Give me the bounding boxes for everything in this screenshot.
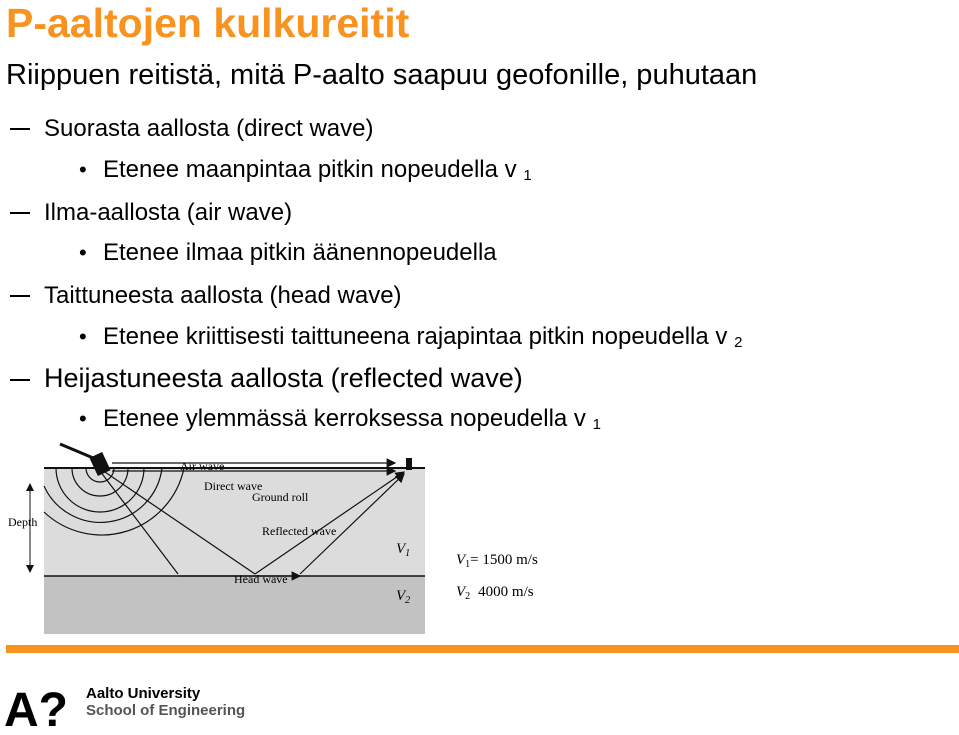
bullet-marker: • xyxy=(79,406,87,431)
list-item-text: Etenee maanpintaa pitkin nopeudella v $_1$ xyxy=(103,156,532,184)
school-name: School of Engineering xyxy=(86,702,246,719)
list-item-text: Etenee kriittisesti taittuneena rajapintaa pitkin nopeudella v $_2$ xyxy=(103,323,743,351)
bullet-marker: • xyxy=(79,157,87,182)
dash-marker xyxy=(10,379,30,381)
slide-title: P-aaltojen kulkureitit xyxy=(6,0,410,46)
bullet-marker: • xyxy=(79,240,87,265)
list-item-text: Suorasta aallosta (direct wave) xyxy=(44,115,374,142)
wave-paths-diagram xyxy=(0,440,600,640)
svg-text:A?: A? xyxy=(4,684,68,730)
reflected-wave-label: Reflected wave xyxy=(262,524,337,538)
list-item-text: Taittuneesta aallosta (head wave) xyxy=(44,282,402,309)
list-item-text: Heijastuneesta aallosta (reflected wave) xyxy=(44,363,523,393)
list-item-text: Etenee ylemmässä kerroksessa nopeudella v $_1$ xyxy=(103,405,601,433)
dash-marker xyxy=(10,128,30,130)
slide-subtitle: Riippuen reitistä, mitä P-aalto saapuu geofonille, puhutaan xyxy=(6,59,758,91)
ground-roll-label: Ground roll xyxy=(252,490,309,504)
footer-divider xyxy=(6,645,959,653)
head-wave-label: Head wave xyxy=(234,572,288,586)
aalto-logo xyxy=(4,684,74,730)
list-item-text: Ilma-aallosta (air wave) xyxy=(44,199,293,226)
air-wave-label: Air wave xyxy=(180,459,225,473)
v1-velocity-legend: $V_1= 1500$ m/s xyxy=(456,552,538,570)
v2-layer-label: $V_2$ xyxy=(396,588,411,606)
dash-marker xyxy=(10,295,30,297)
geophone-icon xyxy=(406,458,412,470)
depth-label: Depth xyxy=(8,515,38,529)
direct-wave-label: Direct wave xyxy=(204,479,263,493)
org-name: Aalto University xyxy=(86,685,201,702)
list-item-text: Etenee ilmaa pitkin äänennopeudella xyxy=(103,239,497,266)
dash-marker xyxy=(10,212,30,214)
v1-layer-label: $V_1$ xyxy=(396,541,411,559)
v2-velocity-legend: $V_2$ 4000 m/s xyxy=(456,584,534,602)
bullet-marker: • xyxy=(79,324,87,349)
